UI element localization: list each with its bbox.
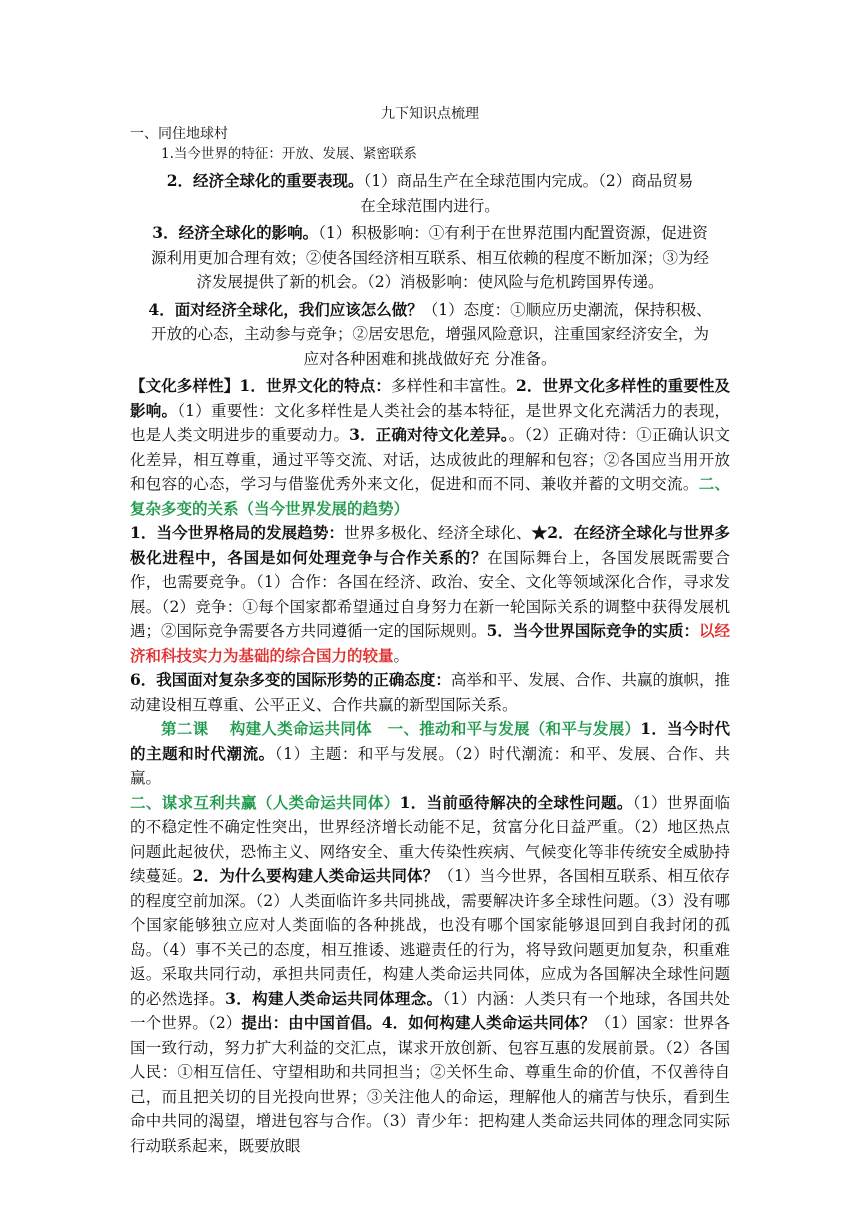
- pattern-heading-1: 1．当今世界格局的发展趋势：: [130, 523, 345, 542]
- point-4: [130, 298, 730, 372]
- section-heading-1: 一、同住地球村: [130, 126, 228, 142]
- point-4-heading: 4．面对经济全球化，我们应该怎么做？: [148, 299, 423, 319]
- section-heading-2: 二、复杂多变的关系（当今世界发展的趋势）: [130, 474, 730, 518]
- point-2: [130, 169, 730, 218]
- culture-text-3: 。（2）正确对待：①正确认识文化差异，相互尊重，通过平等交流、对话，达成彼此的理解和包容；②各国应当用开放和包容的心态，学习与借鉴优秀外来文化，促进和而不同、兼收并蓄的文明交流。: [130, 426, 730, 493]
- culture-heading-1: 【文化多样性】1．世界文化的特点：: [130, 376, 391, 395]
- community-paragraph: [130, 791, 730, 1159]
- how-to-build-heading: 提出：由中国首倡。4．如何构建人类命运共同体？: [241, 1013, 596, 1032]
- point-4-line-1: （1）态度：①顺应历史潮流，保持积极、: [422, 300, 712, 319]
- theme-text: （1）主题：和平与发展。（2）时代潮流：和平、发展、合作、共赢。: [130, 744, 730, 787]
- culture-heading-3: 3．正确对待文化差异。: [349, 425, 509, 444]
- pattern-heading-3: 5．当今世界国际竞争的实质：: [486, 621, 699, 640]
- point-3-line-2: 源利用更加合理有效；②使各国经济相互联系、相互依赖的程度不断加深；③为经: [150, 248, 709, 267]
- culture-text-1: 多样性和丰富性。: [390, 377, 517, 395]
- doc-title: 九下知识点梳理: [381, 106, 479, 122]
- competition-essence-highlight: 以经济和科技实力为基础的综合国力的较量: [130, 621, 730, 665]
- why-community-text: （1）当今世界，各国相互联系、相互依存的程度空前加深。（2）人类面临许多共同挑战，需要解决许多全球性问题。（3）没有哪个国家能够独立应对人类面临的各种挑战，也没有哪个国家能够退回到自我封闭的孤岛。（4）事不关己的态度，相互推诿、逃避责任的行为，将导致问题更加复杂，积重难返。采取共同行动，承担共同责任，构建人类命运共同体，应成为各国解决全球性问题的必然选择。: [130, 867, 730, 1008]
- global-issues-text: （1）世界面临的不稳定性不确定性突出，世界经济增长动能不足，贫富分化日益严重。（2）地区热点问题此起彼伏，恐怖主义、网络安全、重大传染性疾病、气候变化等非传统安全威胁持续蔓延。: [130, 793, 730, 885]
- concept-heading: 3．构建人类命运共同体理念。: [225, 988, 443, 1008]
- theme-heading: 1．当今时代的主题和时代潮流。: [130, 719, 730, 763]
- pattern-heading-2: ★2．在经济全球化与世界多极化进程中，各国是如何处理竞争与合作关系的？: [130, 523, 730, 567]
- point-1: 1.当今世界的特征：开放、发展、紧密联系: [161, 146, 417, 162]
- concept-text: （1）内涵：人类只有一个地球，各国共处一个世界。（2）: [130, 989, 730, 1032]
- how-to-build-text: （1）国家：世界各国一致行动，努力扩大利益的交汇点，谋求开放创新、包容互惠的发展前景。（2）各国人民：①相互信任、守望相助和共同担当；②关怀生命、尊重生命的价值，不仅善待自己，而且把关切的目光投向世界；③关注他人的命运，理解他人的痛苦与快乐，看到生命中共同的渴望，增进包容与合作。（3）青少年：把构建人类命运共同体的理念同实际行动联系起来，既要放眼: [130, 1014, 730, 1155]
- pattern-text-1: 世界多极化、经济全球化、: [344, 524, 532, 542]
- culture-text-2: （1）重要性：文化多样性是人类社会的基本特征，是世界文化充满活力的表现，也是人类文明进步的重要动力。: [130, 401, 730, 444]
- point-3-line-3: 济发展提供了新的机会。（2）消极影响：使风险与危机跨国界传递。: [196, 273, 664, 291]
- point-2-heading: 2．经济全球化的重要表现。: [166, 171, 364, 190]
- point-4-line-3: 应对各种困难和挑战做好充 分准备。: [303, 349, 557, 368]
- lesson-2-heading: 第二课 构建人类命运共同体 一、推动和平与发展（和平与发展）: [161, 719, 641, 738]
- point-3-heading: 3．经济全球化的影响。: [152, 223, 319, 242]
- attitude-paragraph: [130, 668, 730, 717]
- lesson-2-paragraph: [130, 717, 730, 791]
- world-pattern-paragraph: [130, 521, 730, 668]
- attitude-text: 高举和平、发展、合作、共赢的旗帜，推动建设相互尊重、公平正义、合作共赢的新型国际关系。: [130, 671, 730, 714]
- point-3: [130, 221, 730, 295]
- culture-heading-2: 2．世界文化多样性的重要性及影响。: [130, 376, 730, 420]
- why-community-heading: 2．为什么要构建人类命运共同体？: [192, 866, 439, 885]
- point-4-line-2: 开放的心态，主动参与竞争；②居安思危，增强风险意识，注重国家经济安全，为: [150, 325, 709, 343]
- pattern-text-2: 在国际舞台上，各国发展既需要合作，也需要竞争。（1）合作：各国在经济、政治、安全、文化等领域深化合作，寻求发展。（2）竞争：①每个国家都希望通过自身努力在新一轮国际关系的调整中获得发展机遇；②国际竞争需要各方共同遵循一定的国际规则。: [130, 548, 730, 640]
- global-issues-heading: 1．当前亟待解决的全球性问题。: [399, 792, 633, 812]
- culture-diversity-paragraph: [130, 374, 730, 521]
- point-2-line-2: 在全球范围内进行。: [360, 196, 500, 215]
- pattern-text-3: 。: [393, 646, 410, 665]
- attitude-heading: 6．我国面对复杂多变的国际形势的正确态度：: [130, 670, 451, 689]
- point-3-line-1: （1）积极影响：①有利于在世界范围内配置资源，促进资: [318, 224, 708, 242]
- section-heading-win-win: 二、谋求互利共赢（人类命运共同体）: [130, 792, 400, 812]
- point-2-line-1: （1）商品生产在全球范围内完成。（2）商品贸易: [363, 172, 694, 190]
